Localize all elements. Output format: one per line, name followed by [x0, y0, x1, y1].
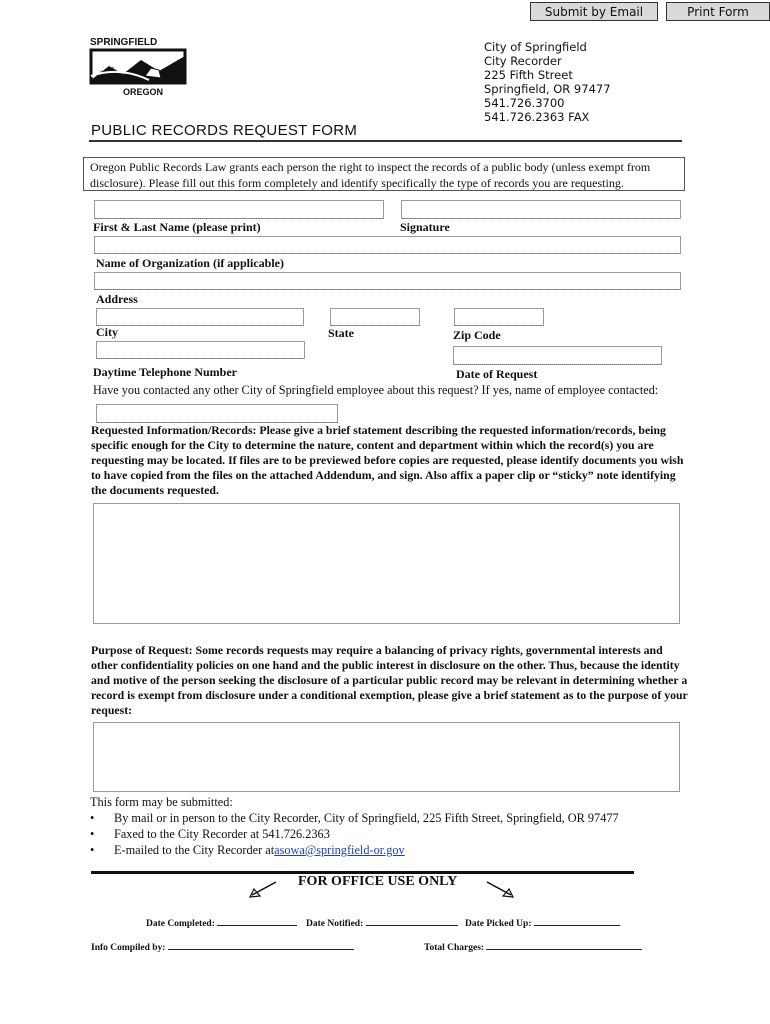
springfield-logo — [89, 36, 189, 98]
list-item — [90, 810, 619, 826]
intro-box: Oregon Public Records Law grants each person the right to inspect the records of a public body (unless exempt from disclosure). Please fill out this form completely and identify specifically the type of records you are requesting. — [83, 157, 685, 191]
submission-info — [90, 794, 619, 858]
total-charges-field — [424, 940, 642, 953]
employee-contacted-input[interactable] — [96, 404, 338, 423]
telephone-input[interactable] — [96, 341, 305, 359]
logo-top-text: SPRINGFIELD — [90, 37, 158, 48]
organization-input[interactable] — [94, 236, 681, 254]
address-line: 541.726.2363 FAX — [484, 110, 590, 124]
date-completed-line — [217, 916, 297, 926]
requested-info-text: Requested Information/Records: Please give a brief statement describing the requested information/records, being specific enough for the City to determine the nature, content and department within which the record(s) you are requesting may be located. If files are to be previewed before copies are requested, please identify documents you wish to have copied from the files on the attached Addendum, and sign. Also affix a paper clip or “sticky” note identifying the documents requested. — [91, 423, 684, 497]
logo-bottom-text: OREGON — [123, 87, 164, 97]
city-label: City — [96, 325, 118, 339]
address-line: 225 Fifth Street — [484, 68, 573, 82]
bullet-icon: • — [90, 843, 95, 857]
submission-heading: This form may be submitted: — [90, 795, 233, 809]
address-line: City of Springfield — [484, 40, 587, 54]
date-completed-label: Date Completed: — [146, 919, 215, 929]
city-input[interactable] — [96, 308, 304, 326]
signature-input[interactable] — [401, 200, 681, 219]
date-of-request-label: Date of Request — [456, 367, 538, 381]
name-label: First & Last Name (please print) — [93, 220, 261, 234]
arrow-down-right-icon — [485, 880, 515, 905]
date-notified-line — [366, 916, 458, 926]
state-label: State — [328, 326, 354, 340]
date-of-request-input[interactable] — [453, 346, 662, 365]
bullet-text: By mail or in person to the City Recorder, City of Springfield, 225 Fifth Street, Springfield, OR 97477 — [114, 811, 619, 825]
email-link[interactable]: asowa@springfield-or.gov — [274, 843, 405, 857]
bullet-icon: • — [90, 811, 95, 825]
date-picked-up-field — [465, 916, 620, 929]
bullet-icon: • — [90, 827, 95, 841]
list-item — [90, 842, 619, 858]
date-notified-label: Date Notified: — [306, 919, 364, 929]
telephone-label: Daytime Telephone Number — [93, 365, 237, 379]
info-compiled-field — [91, 940, 354, 953]
office-use-heading: FOR OFFICE USE ONLY — [298, 874, 458, 889]
state-input[interactable] — [330, 308, 420, 326]
contact-question: Have you contacted any other City of Springfield employee about this request? If yes, name of employee contacted: — [93, 383, 659, 397]
name-input[interactable] — [94, 200, 384, 219]
bullet-text: E-mailed to the City Recorder at — [114, 843, 275, 857]
zip-code-input[interactable] — [454, 308, 544, 326]
organization-label: Name of Organization (if applicable) — [96, 256, 284, 270]
form-title: PUBLIC RECORDS REQUEST FORM — [91, 122, 358, 139]
date-picked-up-line — [534, 916, 620, 926]
purpose-textarea[interactable] — [93, 722, 680, 792]
address-line: Springfield, OR 97477 — [484, 82, 611, 96]
title-divider — [89, 140, 682, 142]
address-line: City Recorder — [484, 54, 562, 68]
info-compiled-label: Info Compiled by: — [91, 943, 166, 953]
zip-code-label: Zip Code — [453, 328, 501, 342]
info-compiled-line — [168, 940, 354, 950]
list-item — [90, 826, 619, 842]
address-input[interactable] — [94, 272, 681, 290]
signature-label: Signature — [400, 220, 450, 234]
address-block — [484, 40, 611, 124]
date-notified-field — [306, 916, 458, 929]
address-line: 541.726.3700 — [484, 96, 565, 110]
date-picked-up-label: Date Picked Up: — [465, 919, 532, 929]
date-completed-field — [146, 916, 297, 929]
print-form-button[interactable]: Print Form — [666, 2, 770, 21]
address-label: Address — [96, 292, 138, 306]
arrow-down-left-icon — [248, 880, 278, 905]
bullet-text: Faxed to the City Recorder at 541.726.2363 — [114, 827, 330, 841]
purpose-text: Purpose of Request: Some records requests may require a balancing of privacy rights, governmental interests and other confidentiality policies on one hand and the public interest in disclosure on the other. Thus, because the identity and motive of the person seeking the disclosure of a particular public record may be relevant in determining whether a record is exempt from disclosure under a conditional exemption, please give a brief statement as to the purpose of your request: — [91, 643, 688, 717]
total-charges-label: Total Charges: — [424, 943, 485, 953]
requested-info-textarea[interactable] — [93, 503, 680, 624]
submit-by-email-button[interactable]: Submit by Email — [530, 2, 658, 21]
total-charges-line — [486, 940, 642, 950]
